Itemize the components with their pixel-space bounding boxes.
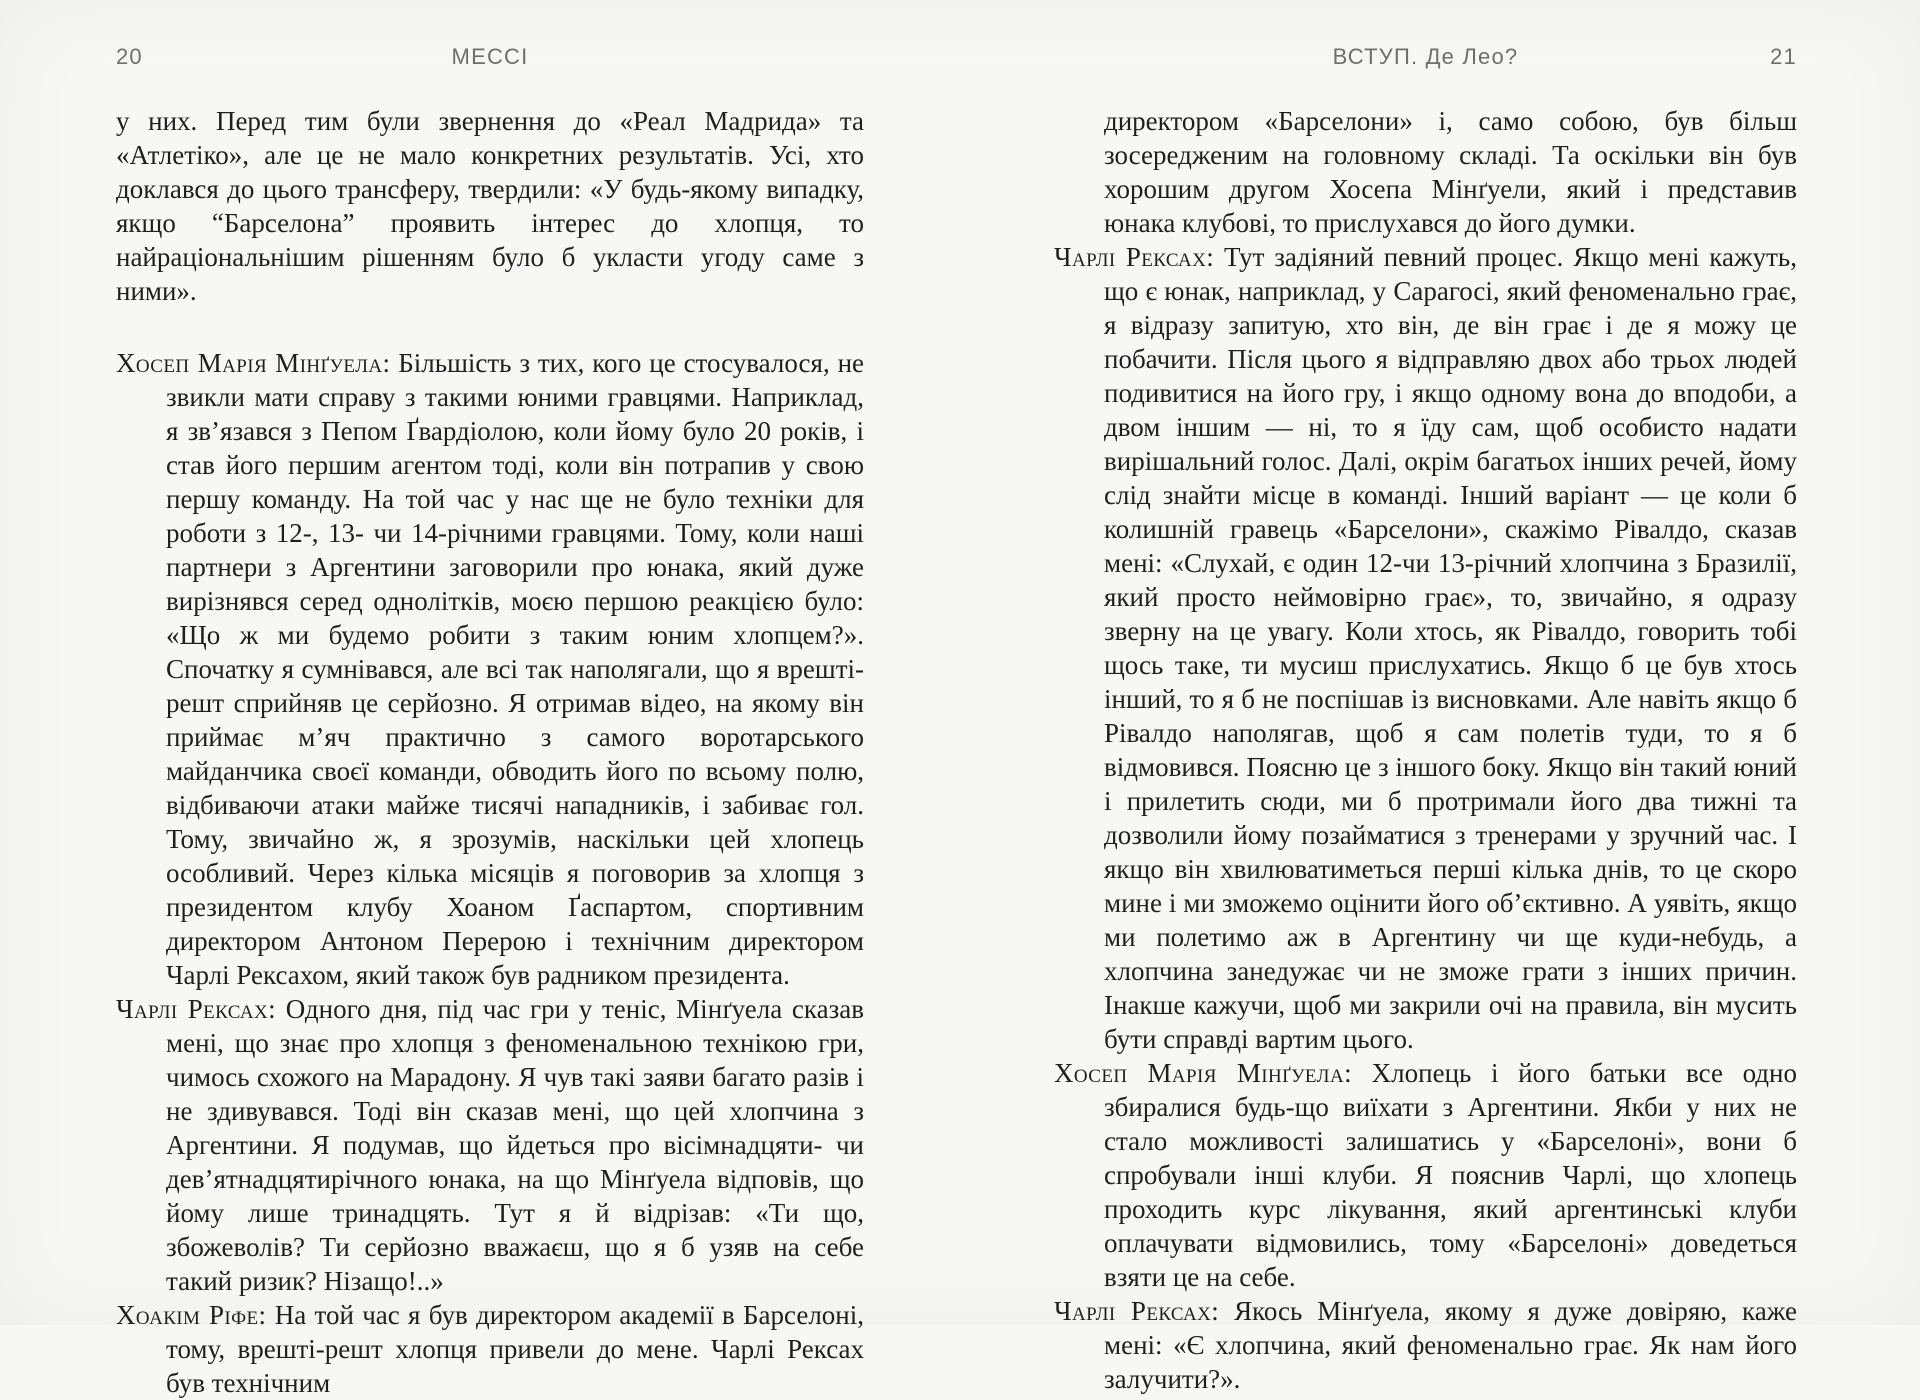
speaker-name: Чарлі Рексах:: [116, 994, 277, 1024]
paragraph-text: Тут задіяний певний процес. Якщо мені кажуть, що є юнак, наприклад, у Сарагосі, який феноменально грає, я відразу запитую, хто він, де він грає і де я можу це побачити. Після цього я відправляю двох або трьох людей подивитися на його гру, і якщо одному вона до вподоби, а двом іншим — ні, то я їду сам, щоб особисто надати вирішальний голос. Далі, окрім багатьох інших речей, йому слід знайти місце в команді. Інший варіант — це коли б колишній гравець «Барселони», скажімо Рівалдо, сказав мені: «Слухай, є один 12-чи 13-річний хлопчина з Бразилії, який просто неймовірно грає», то, звичайно, я одразу зверну на це увагу. Коли хтось, як Рівалдо, говорить тобі щось таке, ти мусиш прислухатись. Якщо б це був хтось інший, то я б не поспішав із висновками. Але навіть якщо б Рівалдо наполягав, щоб я сам полетів туди, то я б відмовився. Поясню це з іншого боку. Якщо він такий юний і прилетить сюди, ми б протримали його два тижні та дозволили йому позайматися з тренерами у зручний час. І якщо він хвилюватиметься перші кілька днів, то це скоро мине і ми зможемо оцінити його об’єктивно. А уявіть, якщо ми полетимо аж в Аргентину чи ще куди-небудь, а хлопчина занедужає чи не зможе грати з інших причин. Інакше кажучи, щоб ми закрили очі на правила, він мусить бути справді вартим цього.: [1104, 242, 1797, 1054]
speaker-name: Чарлі Рексах:: [1054, 242, 1215, 272]
speaker-name: Хосеп Марія Мінґуела:: [116, 348, 391, 378]
paragraph-text: у них. Перед тим були звернення до «Реал Мадрида» та «Атлетіко», але це не мало конкретних результатів. Усі, хто доклався до цього трансферу, твердили: «У будь-якому випадку, якщо “Барселона” проявить інтерес до хлопця, то найраціональнішим рішенням було б укласти угоду саме з ними».: [116, 106, 864, 306]
paragraph: [1054, 1294, 1797, 1396]
paragraph: [116, 104, 864, 308]
paragraph: [1054, 1056, 1797, 1294]
paragraph-text: Якось Мінґуела, якому я дуже довіряю, каже мені: «Є хлопчина, який феноменально грає. Як нам його залучити?».: [1104, 1296, 1798, 1394]
speaker-name: Чарлі Рексах:: [1054, 1296, 1220, 1326]
paragraph: [116, 992, 864, 1298]
paragraph-text: Одного дня, під час гри у теніс, Мінґуела сказав мені, що знає про хлопця з феноменальною технікою гри, чимось схожого на Марадону. Я чув такі заяви багато разів і не здивувався. Тоді він сказав мені, що цей хлопчина з Аргентини. Я подумав, що йдеться про вісімнадцяти- чи дев’ятнадцятирічного юнака, на що Мінґуела відповів, що йому лише тринадцять. Тут я й відрізав: «Ти що, збожеволів? Ти серйозно вважаєш, що я б узяв на себе такий ризик? Нізащо!..»: [166, 994, 865, 1296]
page-number-right: 21: [1770, 44, 1797, 69]
running-head-left: МЕССІ: [451, 44, 529, 69]
paragraph: [1054, 240, 1797, 1056]
paragraph-text: На той час я був директором академії в Барселоні, тому, врешті-решт хлопця привели до мене. Чарлі Рексах був технічним: [166, 1300, 865, 1398]
paragraph-text: Більшість з тих, кого це стосувалося, не звикли мати справу з такими юними гравцями. Наприклад, я зв’язався з Пепом Ґвардіолою, коли йому було 20 років, і став його першим агентом тоді, коли він потрапив у свою першу команду. На той час у нас ще не було техніки для роботи з 12-, 13- чи 14-річними гравцями. Тому, коли наші партнери з Аргентини заговорили про юнака, який дуже вирізнявся серед однолітків, моєю першою реакцією було: «Що ж ми будемо робити з таким юним хлопцем?». Спочатку я сумнівався, але всі так наполягали, що я врешті-решт сприйняв це серйозно. Я отримав відео, на якому він приймає м’яч практично з самого воротарського майданчика своєї команди, обводить його по всьому полю, відбиваючи атаки майже тисячі нападників, і забиває гол. Тому, звичайно ж, я зрозумів, наскільки цей хлопець особливий. Через кілька місяців я поговорив за хлопця з президентом клубу Хоаном Ґаспартом, спортивним директором Антоном Перерою і технічним директором Чарлі Рексахом, який також був радником президента.: [166, 348, 865, 990]
speaker-name: Хосеп Марія Мінґуела:: [1054, 1058, 1352, 1088]
paragraph: [116, 1298, 864, 1400]
paragraph: [116, 346, 864, 992]
speaker-name: Хоакім Ріфе:: [116, 1300, 267, 1330]
right-page-text-column: [1054, 104, 1797, 1396]
page-number-left: 20: [116, 44, 143, 69]
left-page-text-column: [116, 104, 864, 1400]
running-head-right: ВСТУП. Де Лео?: [1332, 44, 1519, 69]
paragraph-text: Хлопець і його батьки все одно збиралися будь-що виїхати з Аргентини. Якби у них не стало можливості залишатись у «Барселоні», вони б спробували інші клуби. Я пояснив Чарлі, що хлопець проходить курс лікування, який аргентинські клуби оплачувати відмовились, тому «Барселоні» доведеться взяти це на себе.: [1104, 1058, 1797, 1292]
paragraph: [1104, 104, 1797, 240]
paragraph-text: директором «Барселони» і, само собою, був більш зосередженим на головному складі. Та оскільки він був хорошим другом Хосепа Мінґуели, який і представив юнака клубові, то прислухався до його думки.: [1104, 106, 1797, 238]
